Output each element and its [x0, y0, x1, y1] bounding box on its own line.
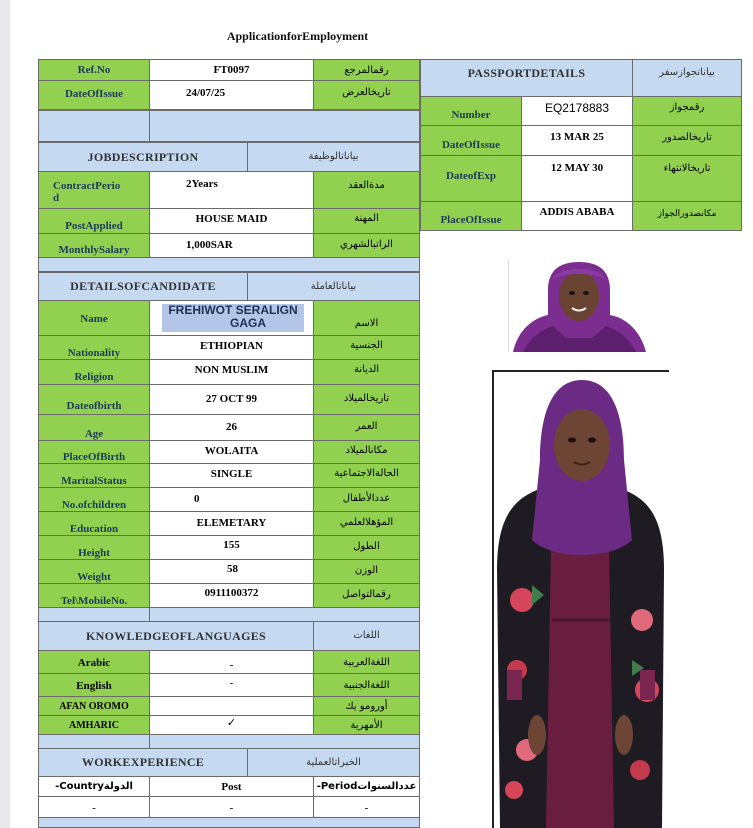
height-value: 155 [149, 535, 314, 560]
pob-label: PlaceOfBirth [38, 440, 150, 464]
contract-value: 2Years [149, 171, 314, 209]
education-label: Education [38, 511, 150, 536]
post-label: PostApplied [38, 208, 150, 234]
age-label-ar: العمر [313, 414, 420, 441]
languages-section-title-ar: اللغات [313, 621, 420, 651]
work-period-value: - [313, 796, 420, 818]
passport-expiry-value: 12 MAY 30 [521, 155, 633, 202]
issue-label: DateOfIssue [38, 80, 150, 110]
name-highlight [162, 304, 304, 332]
blank-cell [38, 734, 150, 749]
full-body-photo [492, 370, 669, 828]
work-section-title: WORKEXPERIENCE [38, 748, 248, 777]
nationality-label-ar: الجنسية [313, 335, 420, 360]
weight-label: Weight [38, 559, 150, 584]
passport-place-label: PlaceOfIssue [420, 201, 522, 231]
lang-amharic-label-ar: الأمهرية [313, 715, 420, 735]
headshot-photo [508, 260, 651, 352]
salary-label: MonthlySalary [38, 233, 150, 258]
dob-label: Dateofbirth [38, 384, 150, 415]
page-title: ApplicationforEmployment [226, 29, 369, 43]
passport-issue-label-ar: تاريخالصدور [632, 125, 742, 156]
age-value: 26 [149, 414, 314, 441]
height-label: Height [38, 535, 150, 560]
nationality-label: Nationality [38, 335, 150, 360]
age-label: Age [38, 414, 150, 441]
contract-label: ContractPerio d [38, 171, 150, 209]
tel-label: Tel\MobileNo. [38, 583, 150, 608]
post-label-ar: المهنة [313, 208, 420, 234]
children-label: No.ofchildren [38, 487, 150, 512]
lang-amharic-label: AMHARIC [38, 715, 150, 735]
lang-arabic-label-ar: اللغةالعربية [313, 650, 420, 674]
religion-value: NON MUSLIM [149, 359, 314, 385]
lang-oromo-label: AFAN OROMO [38, 696, 150, 716]
work-section-title-ar: الخبراتالعملية [247, 748, 420, 777]
passport-place-value: ADDIS ABABA [521, 201, 633, 231]
dob-value: 27 OCT 99 [149, 384, 314, 415]
pob-label-ar: مكانالميلاد [313, 440, 420, 464]
work-header-period: -Periodعددالسنوات [313, 776, 420, 797]
issue-label-ar: تاريخالعرض [313, 80, 420, 110]
blank-cell [149, 734, 420, 749]
job-section-title: JOBDESCRIPTION [38, 142, 248, 172]
education-label-ar: المؤهلالعلمي [313, 511, 420, 536]
salary-value: 1,000SAR [149, 233, 314, 258]
name-line-2: GAGA [230, 316, 266, 330]
marital-value: SINGLE [149, 463, 314, 488]
page-edge [0, 0, 10, 828]
work-post-value: - [149, 796, 314, 818]
children-label-ar: عددالأطفال [313, 487, 420, 512]
height-label-ar: الطول [313, 535, 420, 560]
blank-cell [38, 110, 150, 142]
salary-label-ar: الراتبالشهري [313, 233, 420, 258]
marital-label-ar: الحالةالاجتماعية [313, 463, 420, 488]
blank-cell [38, 817, 420, 828]
blank-cell [149, 110, 420, 142]
candidate-section-title-ar: بياناتالعاملة [247, 272, 420, 301]
contract-label-ar: مدةالعقد [313, 171, 420, 209]
passport-number-label-ar: رقمجواز [632, 96, 742, 126]
tel-value: 0911100372 [149, 583, 314, 608]
passport-issue-value: 13 MAR 25 [521, 125, 633, 156]
name-label: Name [38, 300, 150, 336]
lang-english-label-ar: اللغةالجنبية [313, 673, 420, 697]
lang-oromo-value [149, 696, 314, 716]
name-value [149, 300, 314, 336]
issue-value: 24/07/25 [149, 80, 314, 110]
children-value: 0 [149, 487, 314, 512]
work-header-country: -Countryالدولة [38, 776, 150, 797]
marital-label: MaritalStatus [38, 463, 150, 488]
passport-section-title-ar: بياناتجوازسفر [632, 59, 742, 97]
name-line-1: FREHIWOT SERALIGN [168, 303, 298, 317]
lang-arabic-label: Arabic [38, 650, 150, 674]
tel-label-ar: رقمالتواصل [313, 583, 420, 608]
education-value: ELEMETARY [149, 511, 314, 536]
work-country-value: - [38, 796, 150, 818]
passport-number-label: Number [420, 96, 522, 126]
weight-label-ar: الوزن [313, 559, 420, 584]
passport-number-value: EQ2178883 [521, 96, 633, 126]
ref-label: Ref.No [38, 59, 150, 81]
passport-section-title: PASSPORTDETAILS [420, 59, 633, 97]
passport-expiry-label: DateofExp [420, 155, 522, 202]
passport-expiry-label-ar: تاريخالانتهاء [632, 155, 742, 202]
blank-cell [38, 257, 420, 272]
lang-amharic-check: ✓ [149, 715, 314, 735]
name-label-ar: الاسم [313, 300, 420, 336]
lang-oromo-label-ar: أورومو يك [313, 696, 420, 716]
lang-english-label: English [38, 673, 150, 697]
candidate-section-title: DETAILSOFCANDIDATE [38, 272, 248, 301]
lang-english-value: - [149, 673, 314, 697]
religion-label-ar: الديانة [313, 359, 420, 385]
blank-cell [149, 607, 420, 622]
ref-value: FT0097 [149, 59, 314, 81]
blank-cell [38, 607, 150, 622]
pob-value: WOLAITA [149, 440, 314, 464]
job-section-title-ar: بياناتالوظيفة [247, 142, 420, 172]
religion-label: Religion [38, 359, 150, 385]
dob-label-ar: تاريخالميلاد [313, 384, 420, 415]
ref-label-ar: رقمالمرجع [313, 59, 420, 81]
passport-place-label-ar: مكانصدورالجواز [632, 201, 742, 231]
nationality-value: ETHIOPIAN [149, 335, 314, 360]
weight-value: 58 [149, 559, 314, 584]
post-value: HOUSE MAID [149, 208, 314, 234]
passport-issue-label: DateOfIssue [420, 125, 522, 156]
lang-arabic-value: - [149, 650, 314, 674]
work-header-post: Post [149, 776, 314, 797]
languages-section-title: KNOWLEDGEOFLANGUAGES [38, 621, 314, 651]
